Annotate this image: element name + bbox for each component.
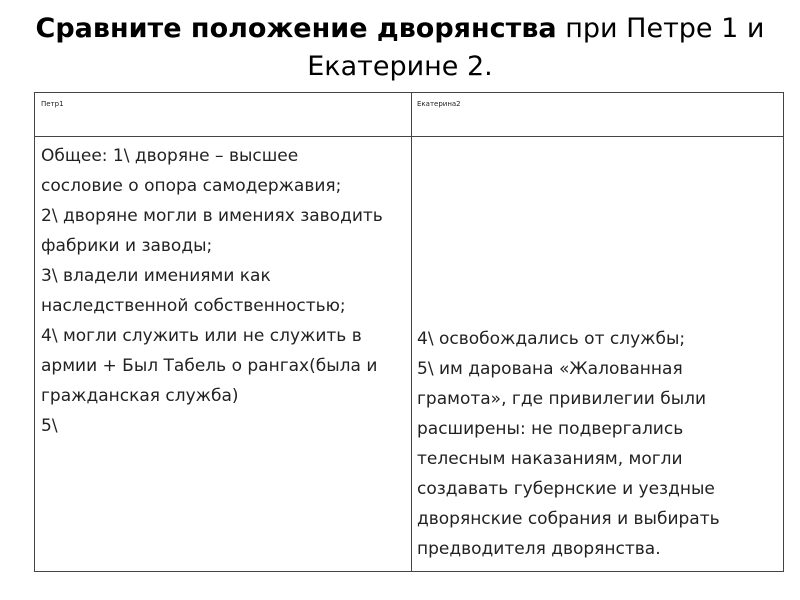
header-peter: Петр1 bbox=[41, 100, 64, 108]
text-line: 4\ освобождались от службы; bbox=[417, 329, 686, 349]
text-line: сословие о опора самодержавия; bbox=[41, 176, 342, 196]
text-line: наследственной собственностью; bbox=[41, 296, 346, 316]
text-line: 5\ им дарована «Жалованная bbox=[417, 359, 683, 379]
title-rest: при Петре 1 и bbox=[565, 13, 765, 44]
text-line: создавать губернские и уездные bbox=[417, 479, 715, 499]
title-bold: Сравните положение дворянства bbox=[35, 13, 557, 44]
text-line: телесным наказаниям, могли bbox=[417, 449, 683, 469]
text-line: 5\ bbox=[41, 416, 58, 436]
text-line: предводителя дворянства. bbox=[417, 539, 661, 559]
text-line: расширены: не подвергались bbox=[417, 419, 684, 439]
text-line: 4\ могли служить или не служить в bbox=[41, 326, 362, 346]
comparison-table bbox=[34, 92, 784, 572]
header-divider bbox=[35, 136, 783, 137]
title-line-2: Екатерине 2. bbox=[307, 51, 493, 82]
text-line: армии + Был Табель о рангах(была и bbox=[41, 356, 378, 376]
page-title bbox=[0, 10, 800, 86]
text-line: 3\ владели имениями как bbox=[41, 266, 271, 286]
header-catherine: Екатерина2 bbox=[417, 100, 461, 108]
catherine-cell bbox=[417, 324, 777, 564]
title-line-1 bbox=[0, 10, 800, 48]
text-line: гражданская служба) bbox=[41, 386, 239, 406]
text-line: дворянские собрания и выбирать bbox=[417, 509, 720, 529]
peter-cell bbox=[41, 141, 409, 441]
column-divider bbox=[411, 93, 412, 571]
text-line: Общее: 1\ дворяне – высшее bbox=[41, 146, 299, 166]
text-line: 2\ дворяне могли в имениях заводить bbox=[41, 206, 383, 226]
text-line: грамота», где привилегии были bbox=[417, 389, 707, 409]
text-line: фабрики и заводы; bbox=[41, 236, 213, 256]
